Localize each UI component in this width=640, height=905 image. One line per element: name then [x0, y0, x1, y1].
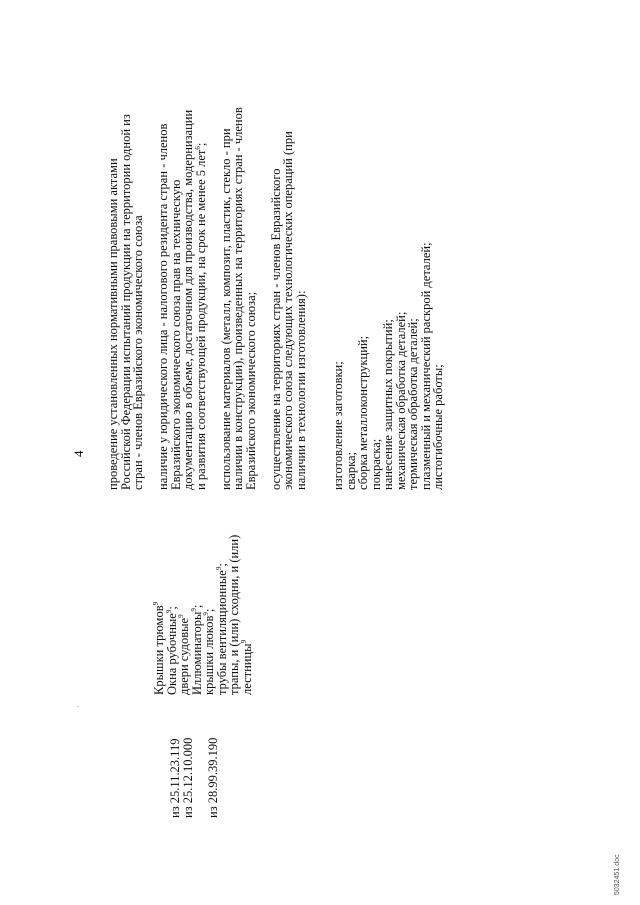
product-line: Окна рубочные$^9$;	[164, 606, 179, 695]
operation-item: механическая обработка деталей;	[393, 311, 408, 490]
operation-item: покраска;	[368, 438, 383, 490]
operation-item: листогибочные работы;	[431, 364, 445, 490]
code-1: из 25.11.23.119	[168, 738, 182, 818]
code-2: из 25.12.10.000	[180, 737, 195, 818]
requirement-materials: использование материалов (металл, композит, пластик, стекло - при наличии в конструкции), произведенных на территориях стран - членов Евразийского экономического союза;	[218, 107, 258, 490]
operation-item: сварка;	[343, 452, 358, 490]
product-line: трапы, и (или) сходни, и (или)	[227, 534, 241, 695]
code-3: из 28.99.39.190	[205, 737, 220, 818]
operation-item: термическая обработка деталей;	[406, 318, 420, 490]
margin-dot: .	[77, 700, 79, 709]
product-line: Крышки трюмов$^9$	[151, 601, 166, 695]
operation-item: изготовление заготовки;	[331, 361, 345, 490]
operation-item: плазменный и механический раскрой деталей;	[418, 242, 433, 490]
file-name: 5032451.doc	[614, 854, 621, 895]
operations-list	[332, 70, 445, 490]
requirement-testing: проведение установленных нормативными правовыми актами Российской Федерации испытаний продукции на территории одной из стран - членов Евразийского экономического союза	[106, 114, 145, 490]
requirement-operations: осуществление на территориях стран - членов Евразийского экономического союза следующих технологических операций (при наличии в технологии изготовления):	[268, 131, 308, 490]
rotated-page-content	[20, 20, 620, 880]
requirements-column	[107, 70, 445, 490]
product-line: лестницы$^9$	[239, 639, 254, 695]
page-number: 4	[71, 450, 86, 457]
product-line: Иллюминаторы$^9$;	[189, 604, 204, 695]
requirement-documentation: наличие у юридического лица - налогового резидента стран - членов Евразийского экономического союза прав на техническую документацию в объеме, достаточном для производства, модернизации и развития соответствующей продукции, на срок не менее 5 лет$^6$;	[156, 109, 208, 490]
product-line: двери судовые$^9$	[176, 614, 191, 695]
product-line: крышки люков$^9$;	[201, 608, 216, 695]
product-line: трубы вентиляционные$^9$;	[214, 563, 229, 695]
code-blank	[194, 698, 207, 818]
operation-item: сборка металлоконструкций;	[356, 335, 370, 490]
okpd-codes-column	[169, 698, 219, 818]
operation-item: нанесение защитных покрытий;	[381, 319, 395, 490]
